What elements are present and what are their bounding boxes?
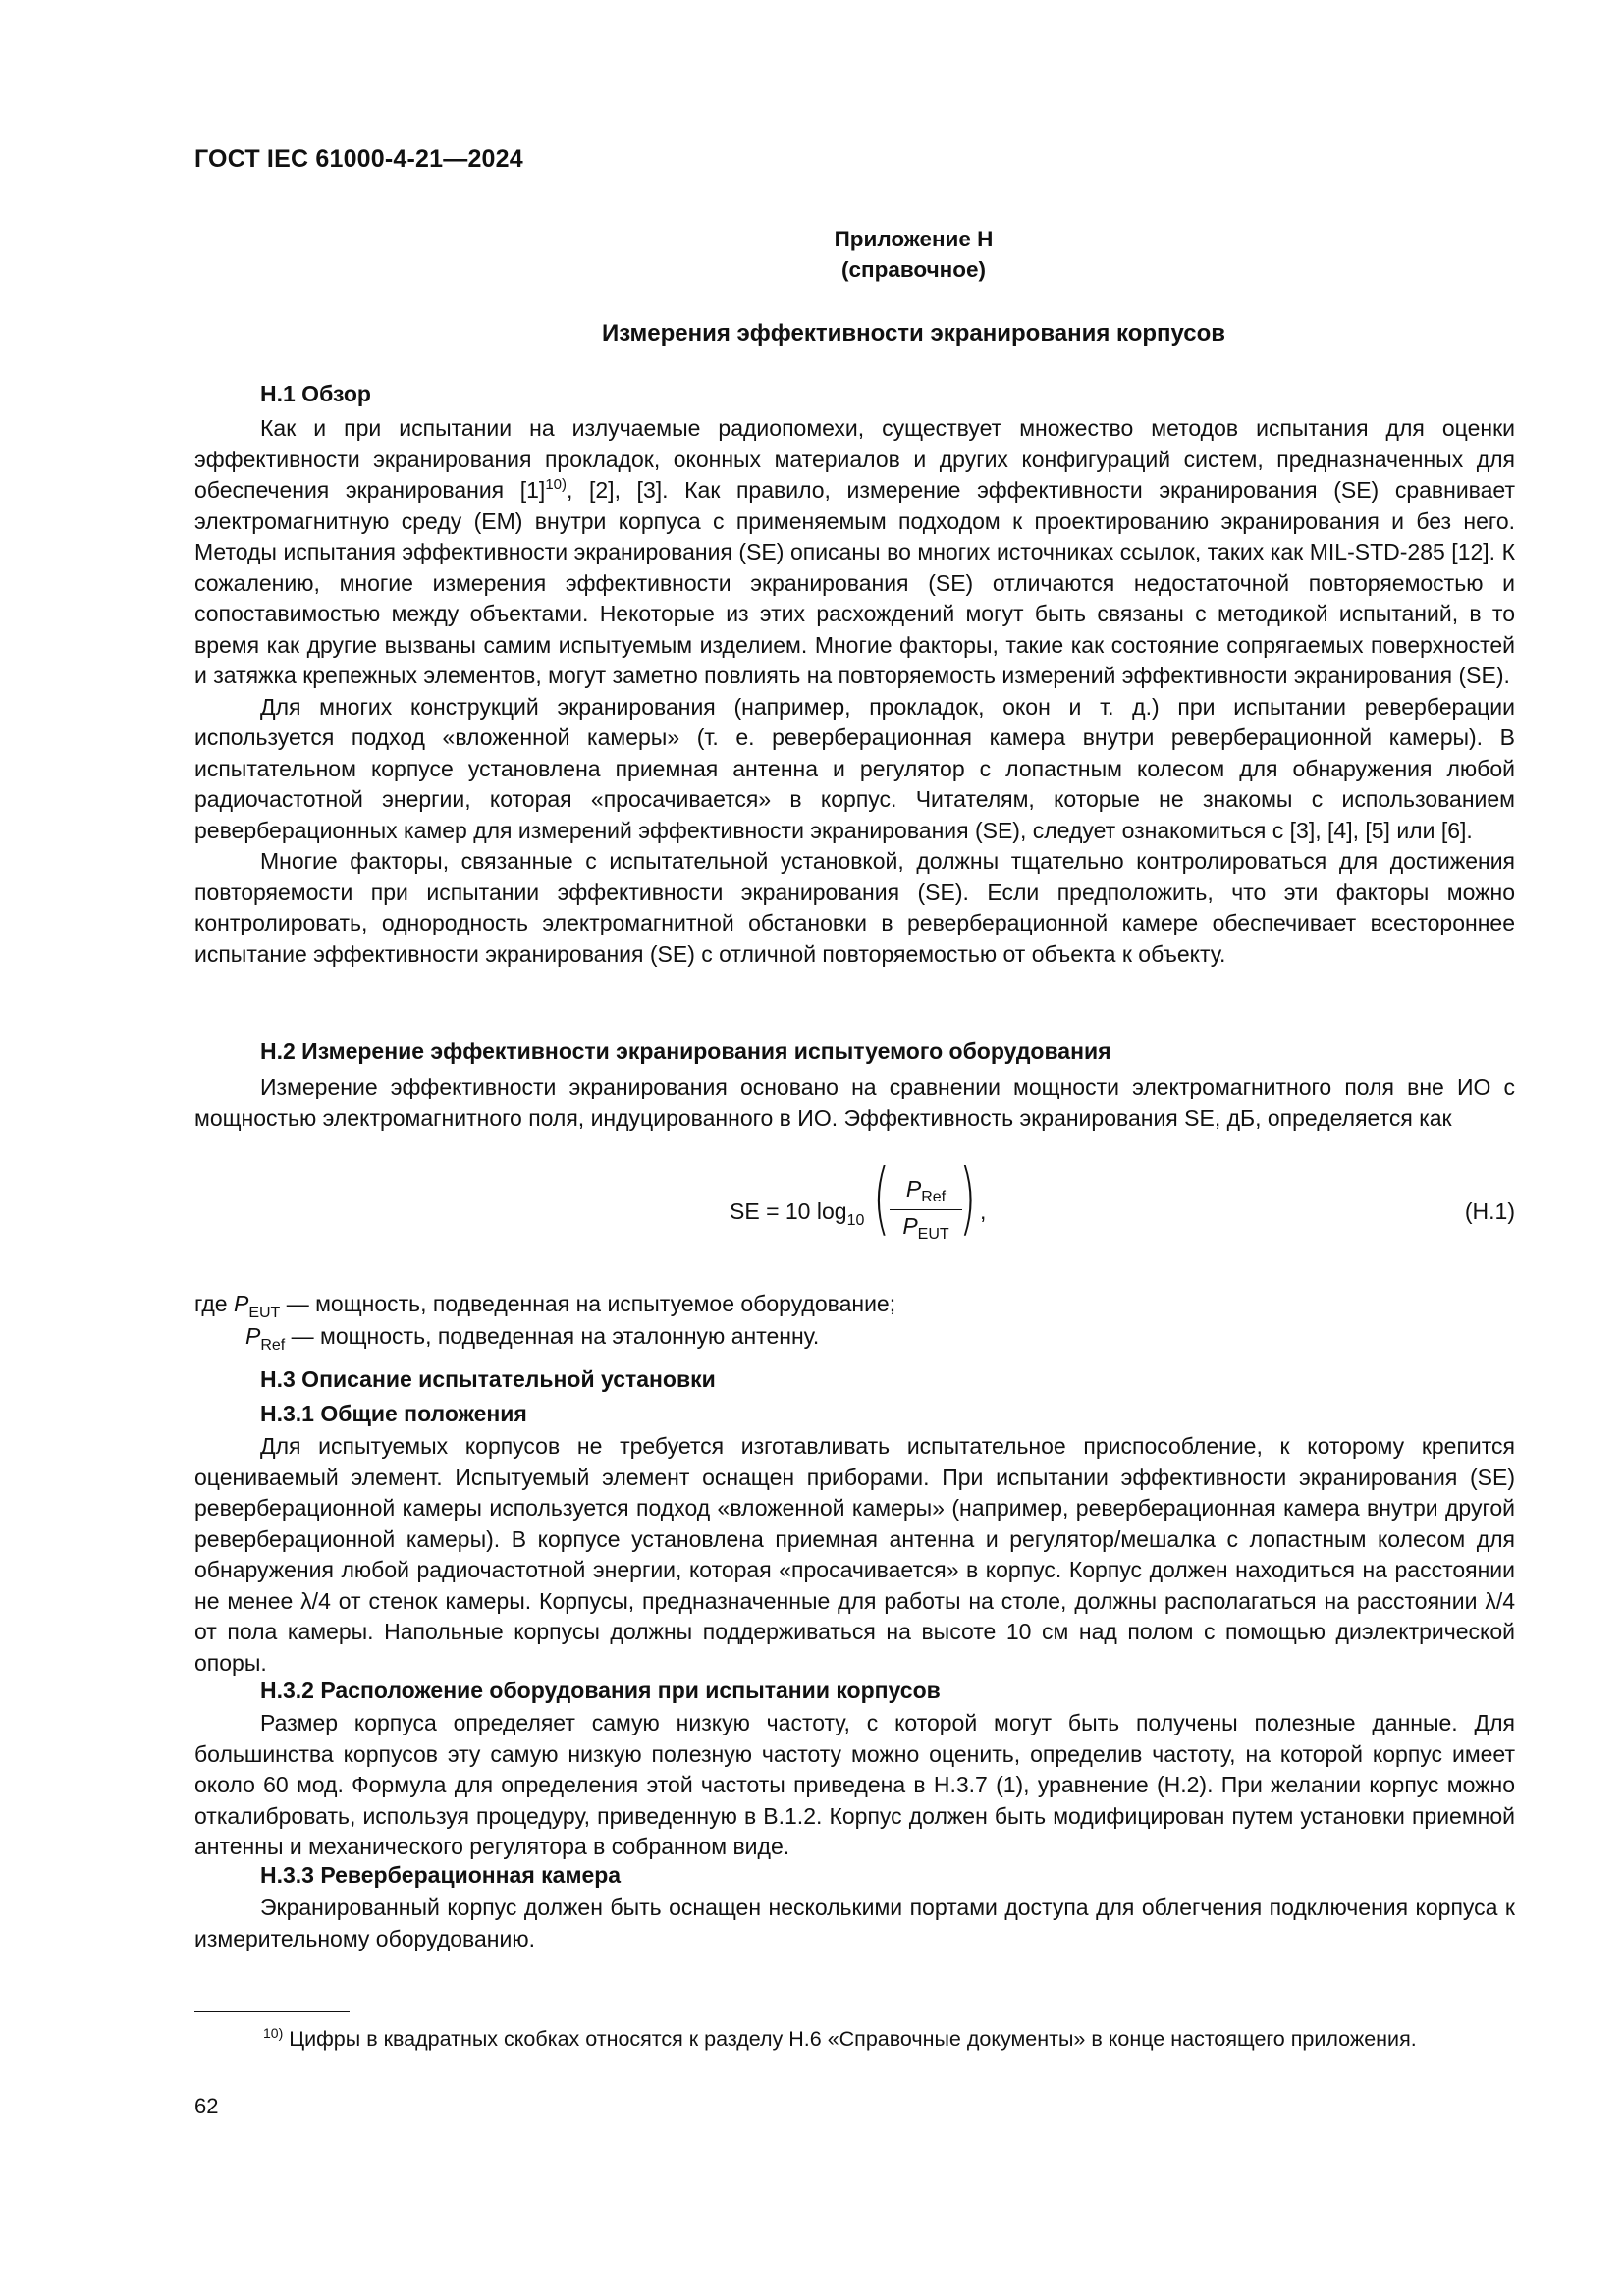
paragraph: Размер корпуса определяет самую низкую частоту, с которой могут быть получены полезные данные. Для большинства корпусов эту самую низкую полезную частоту можно оценить, определив частоту, на которой корпус имеет около 60 мод. Формула для определения этой частоты приведена в Н.3.7 (1), уравнение (Н.2). При желании корпус можно откалибровать, используя процедуру, приведенную в В.1.2. Корпус должен быть модифицирован путем установки приемной антенны и механического регулятора в собранном виде.	[194, 1710, 1515, 1859]
paragraph: Как и при испытании на излучаемые радиопомехи, существует множество методов испытания для оценки эффективности экранирования прокладок, оконных материалов и других конфигураций систем, предназначенных для обеспечения экранирования $[1]^{10)}$, [2], [3]. Как правило, измерение эффективности экранирования (SE) сравнивает электромагнитную среду (ЕМ) внутри корпуса с применяемым подходом к проектированию экранирования и без него. Методы испытания эффективности экранирования (SE) описаны во многих источниках ссылок, таких как MIL-STD-285 [12]. К сожалению, многие измерения эффективности экранирования (SE) отличаются недостаточной повторяемостью и сопоставимостью между объектами. Некоторые из этих расхождений могут быть связаны с методикой испытаний, в то время как другие вызваны самим испытуемым изделием. Многие факторы, такие как состояние сопрягаемых поверхностей и затяжка крепежных элементов, могут заметно повлиять на повторяемость измерений эффективности экранирования (SE).	[194, 415, 1515, 688]
section-h32-body	[194, 1708, 1515, 1863]
section-h1-body	[194, 413, 1515, 970]
paragraph: Для испытуемых корпусов не требуется изготавливать испытательное приспособление, к которому крепится оцениваемый элемент. Испытуемый элемент оснащен приборами. При испытании эффективности экранирования (SE) реверберационной камеры используется подход «вложенной камеры» (например, реверберационная камера внутри другой реверберационной камеры). В корпусе установлена приемная антенна и регулятор/мешалка с лопастным колесом для обнаружения любой радиочастотной энергии, которая «просачивается» в корпус. Корпус должен находиться на расстоянии не менее λ/4 от стенок камеры. Корпусы, предназначенные для работы на столе, должны располагаться на расстоянии λ/4 от пола камеры. Напольные корпусы должны поддерживаться на высоте 10 см над полом с помощью диэлектрической опоры.	[194, 1433, 1515, 1676]
fraction-numerator: $P_{Ref}$	[890, 1176, 962, 1210]
formula-fraction	[890, 1176, 962, 1244]
paragraph: Для многих конструкций экранирования (например, прокладок, окон и т. д.) при испытании реверберации используется подход «вложенной камеры» (т. е. реверберационная камера внутри реверберационной камеры). В испытательном корпусе установлена приемная антенна и регулятор с лопастным колесом для обнаружения любой радиочастотной энергии, которая «просачивается» в корпус. Читателям, которые не знакомы с использованием реверберационных камер для измерений эффективности экранирования (SE), следует ознакомиться с [3], [4], [5] или [6].	[194, 693, 1515, 843]
paragraph: Экранированный корпус должен быть оснащен несколькими портами доступа для облегчения подключения корпуса к измерительному оборудованию.	[194, 1895, 1515, 1951]
annex-title: Приложение Н	[834, 227, 994, 251]
formula-comma: ,	[980, 1199, 987, 1224]
footnote-separator	[194, 2011, 350, 2012]
footnote: $^{10)}$ Цифры в квадратных скобках относятся к разделу Н.6 «Справочные документы» в конце настоящего приложения.	[263, 2025, 1417, 2051]
section-h33-title: Н.3.3 Реверберационная камера	[260, 1862, 622, 1888]
paragraph: Измерение эффективности экранирования основано на сравнении мощности электромагнитного поля вне ИО с мощностью электромагнитного поля, индуцированного в ИО. Эффективность экранирования SE, дБ, определяется как	[194, 1074, 1515, 1131]
where-row-eut: где $P_{EUT}$ — мощность, подведенная на испытуемое оборудование;	[194, 1291, 896, 1321]
paragraph: Многие факторы, связанные с испытательной установкой, должны тщательно контролироваться для достижения повторяемости при испытании эффективности экранирования (SE). Если предположить, что эти факторы можно контролировать, однородность электромагнитной обстановки в реверберационной камере обеспечивает всестороннее испытание эффективности экранирования (SE) с отличной повторяемостью от объекта к объекту.	[194, 848, 1515, 967]
section-h33-body	[194, 1893, 1515, 1954]
section-h3-title: Н.3 Описание испытательной установки	[260, 1366, 716, 1392]
section-h2-body	[194, 1072, 1515, 1134]
fraction-denominator: $P_{EUT}$	[902, 1213, 949, 1243]
annex-heading	[194, 224, 1515, 285]
equation-number: (Н.1)	[1464, 1199, 1515, 1224]
left-paren: (	[873, 1152, 891, 1244]
page-number: 62	[194, 2094, 219, 2118]
right-paren: )	[959, 1152, 977, 1244]
section-h32-title: Н.3.2 Расположение оборудования при испытании корпусов	[260, 1678, 941, 1703]
formula-lhs: SE = 10 $\log_{10}$	[730, 1199, 865, 1229]
section-h31-title: Н.3.1 Общие положения	[260, 1401, 527, 1426]
document-header: ГОСТ IEC 61000-4-21—2024	[194, 145, 523, 173]
annex-main-title: Измерения эффективности экранирования корпусов	[601, 320, 1226, 347]
formula-h1	[194, 1152, 1515, 1264]
where-row-ref: $P_{Ref}$ — мощность, подведенная на эталонную антенну.	[245, 1323, 820, 1354]
section-h31-body	[194, 1431, 1515, 1679]
footnote-mark: 10)	[263, 2025, 284, 2041]
footnote-ref: 10)	[545, 476, 567, 493]
section-h1-title: Н.1 Обзор	[260, 381, 371, 406]
annex-subtitle: (справочное)	[841, 257, 986, 282]
section-h2-title: Н.2 Измерение эффективности экранирования испытуемого оборудования	[260, 1039, 1111, 1064]
